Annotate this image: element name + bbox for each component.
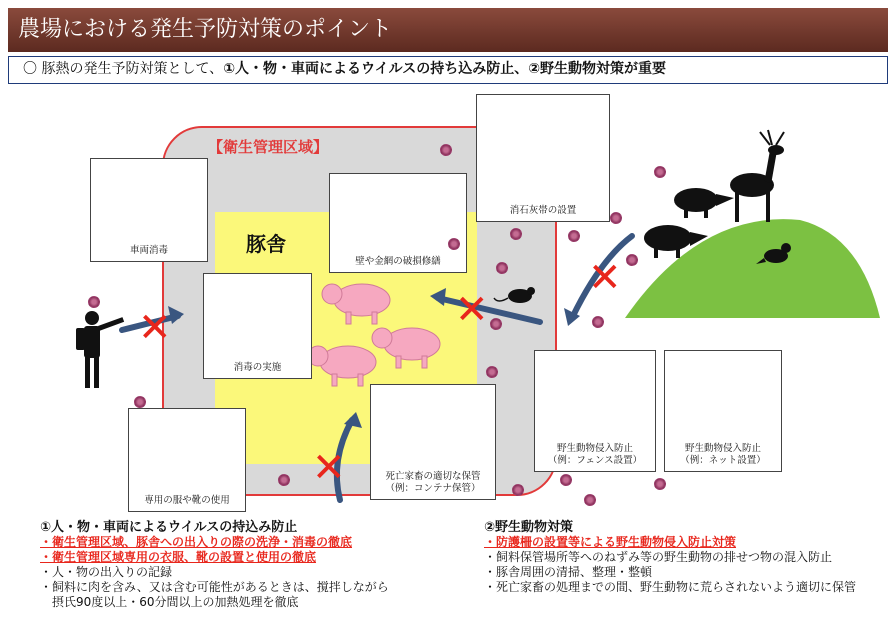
- section-heading: ②野生動物対策: [484, 520, 574, 535]
- virus-icon: [134, 396, 146, 408]
- photo-caption: 消石灰帯の設置: [477, 205, 609, 217]
- virus-icon: [510, 228, 522, 240]
- photo-caption: [371, 471, 495, 495]
- photo-disinfection: [203, 273, 312, 379]
- list-item: ・飼料に肉を含み、又は含む可能性があるときは、撹拌しながら: [40, 580, 389, 594]
- cross-icon: ✕: [588, 255, 622, 301]
- caption-line: （例：フェンス設置）: [547, 455, 643, 466]
- deer-icon: [730, 130, 784, 222]
- barn-label: 豚舎: [246, 232, 286, 256]
- virus-icon: [654, 166, 666, 178]
- virus-icon: [592, 316, 604, 328]
- person-icon: [76, 311, 124, 388]
- virus-icon: [496, 262, 508, 274]
- photo-caption: 壁や金網の破損修繕: [330, 256, 466, 268]
- section-wildlife: [484, 520, 894, 595]
- pig-icon: [372, 328, 440, 368]
- list-item: ・衛生管理区域専用の衣服、靴の設置と使用の徹底: [40, 550, 317, 564]
- section-heading: ①人・物・車両によるウイルスの持込み防止: [40, 520, 298, 535]
- photo-caption: 車両消毒: [91, 245, 207, 257]
- subtitle-bullet: 〇: [23, 61, 37, 77]
- virus-icon: [512, 484, 524, 496]
- virus-icon: [560, 474, 572, 486]
- photo-net: [664, 350, 782, 472]
- rat-icon: [494, 287, 535, 303]
- photo-caption: [665, 443, 781, 467]
- caption-line: 死亡家畜の適切な保管: [385, 471, 481, 482]
- virus-icon: [440, 144, 452, 156]
- list-item: ・防護柵の設置等による野生動物侵入防止対策: [484, 535, 737, 549]
- photo-caption: 専用の服や靴の使用: [129, 495, 245, 507]
- virus-icon: [610, 212, 622, 224]
- pig-icon: [322, 284, 390, 324]
- section-virus-prevention: [40, 520, 470, 610]
- list-item: ・飼料保管場所等へのねずみ等の野生動物の排せつ物の混入防止: [484, 550, 833, 564]
- pig-icon: [308, 346, 376, 386]
- cross-icon: ✕: [138, 305, 172, 351]
- subtitle-prefix: 豚熱の発生予防対策として、: [41, 61, 224, 77]
- caption-line: 野生動物侵入防止: [684, 443, 761, 454]
- subtitle-emphasis: ①人・物・車両によるウイルスの持ち込み防止、②野生動物対策が重要: [223, 61, 667, 77]
- virus-icon: [278, 474, 290, 486]
- photo-repair: [329, 173, 467, 273]
- virus-icon: [584, 494, 596, 506]
- photo-caption: 消毒の実施: [204, 362, 311, 374]
- list-item: ・衛生管理区域、豚舎への出入りの際の洗浄・消毒の徹底: [40, 535, 353, 549]
- virus-icon: [568, 230, 580, 242]
- arrowhead-icon: [430, 288, 446, 306]
- caption-line: （例：コンテナ保管）: [385, 483, 481, 494]
- caption-line: （例：ネット設置）: [680, 455, 766, 466]
- caption-line: 野生動物侵入防止: [556, 443, 633, 454]
- list-item: ・人・物の出入りの記録: [40, 565, 173, 579]
- photo-lime-belt: [476, 94, 610, 222]
- virus-icon: [654, 478, 666, 490]
- photo-vehicle-disinfection: [90, 158, 208, 262]
- photo-fence: [534, 350, 656, 472]
- photo-caption: [535, 443, 655, 467]
- virus-icon: [448, 238, 460, 250]
- virus-icon: [626, 254, 638, 266]
- virus-icon: [486, 366, 498, 378]
- hygiene-zone-label: 【衛生管理区域】: [208, 138, 329, 156]
- list-item: 摂氏90度以上・60分間以上の加熱処理を徹底: [40, 595, 299, 609]
- boar-icon: [674, 188, 734, 218]
- cross-icon: ✕: [455, 287, 489, 333]
- photo-dedicated-clothes: [128, 408, 246, 512]
- photo-storage: [370, 384, 496, 500]
- list-item: ・死亡家畜の処理までの間、野生動物に荒らされないよう適切に保管: [484, 580, 857, 594]
- virus-icon: [88, 296, 100, 308]
- virus-icon: [490, 318, 502, 330]
- page-title: 農場における発生予防対策のポイント: [8, 8, 888, 52]
- cross-icon: ✕: [312, 445, 346, 491]
- list-item: ・豚舎周囲の清掃、整理・整頓: [484, 565, 653, 579]
